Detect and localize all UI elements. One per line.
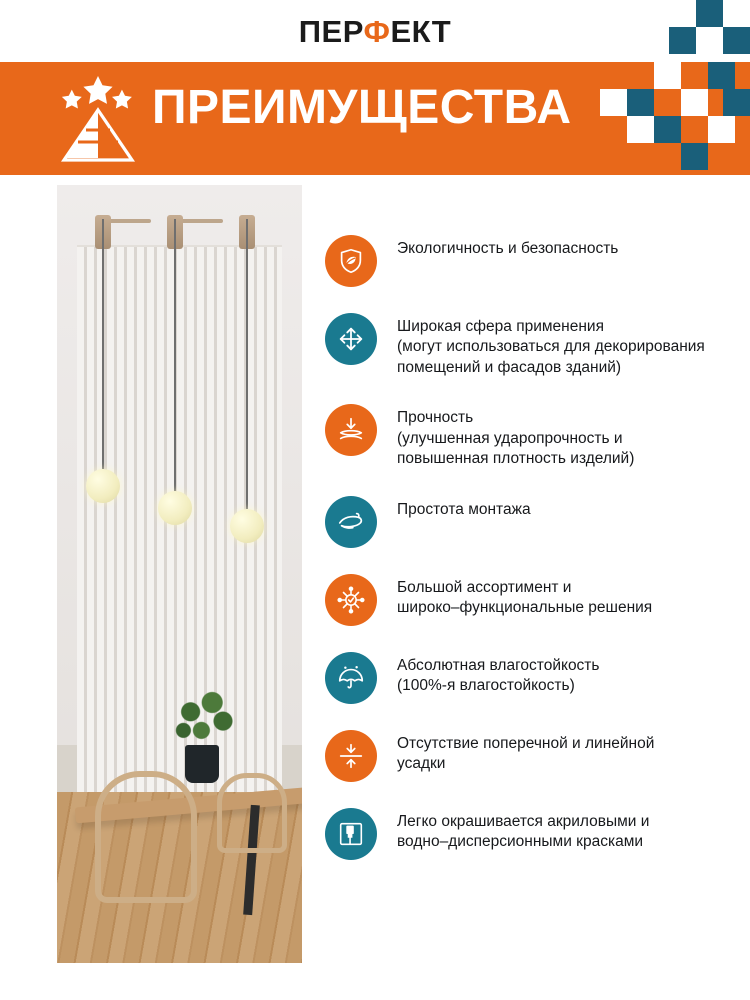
- feature-line-1: Экологичность и безопасность: [397, 240, 619, 257]
- feature-item: [325, 574, 726, 626]
- no-shrinkage-arrows-icon: [325, 730, 377, 782]
- feature-item: [325, 235, 726, 287]
- checker-pattern-top: [642, 0, 750, 62]
- feature-line-1: Отсутствие поперечной и линейной: [397, 734, 655, 752]
- feature-text: [397, 496, 531, 520]
- brand-part-1: ПЕР: [298, 14, 364, 49]
- feature-line-1: Большой ассортимент и: [397, 578, 572, 596]
- feature-text: [397, 235, 618, 259]
- feature-line-1: Абсолютная влагостойкость: [397, 656, 600, 674]
- feature-line-2: (улучшенная ударопрочность и: [397, 429, 623, 447]
- assortment-network-check-icon: [325, 574, 377, 626]
- content-area: [0, 175, 750, 1000]
- feature-line-3: повышенная плотность изделий): [397, 450, 635, 468]
- four-arrows-expand-icon: [325, 313, 377, 365]
- checker-pattern-banner: [600, 62, 750, 175]
- feature-line-1: Прочность: [397, 409, 474, 427]
- brand-part-2: ЕКТ: [390, 14, 452, 49]
- feature-line-2: широко–функциональные решения: [397, 599, 653, 617]
- feature-item: [325, 404, 726, 469]
- feature-line-1: Легко окрашивается акриловыми и: [397, 812, 650, 830]
- feature-line-2: (100%-я влагостойкость): [397, 677, 575, 695]
- feature-line-2: водно–дисперсионными красками: [397, 833, 644, 851]
- advantages-list: [325, 235, 726, 886]
- interior-photo: [57, 185, 302, 963]
- umbrella-water-drops-icon: [325, 652, 377, 704]
- feature-text: [397, 652, 599, 697]
- brand-accent-letter: Ф: [363, 14, 391, 49]
- feature-line-2: (могут использоваться для декорирования: [397, 338, 705, 356]
- pyramid-stars-logo-icon: [48, 76, 148, 164]
- feature-item: [325, 652, 726, 704]
- page-header: [0, 0, 750, 62]
- page-title: ПРЕИМУЩЕСТВА: [152, 81, 572, 134]
- easy-install-hand-panel-icon: [325, 496, 377, 548]
- feature-line-3: помещений и фасадов зданий): [397, 358, 622, 376]
- advantages-banner: [0, 62, 750, 175]
- paint-brush-panel-icon: [325, 808, 377, 860]
- feature-item: [325, 808, 726, 860]
- feature-item: [325, 496, 726, 548]
- feature-line-2: усадки: [397, 755, 446, 773]
- feature-text: [397, 404, 634, 469]
- strength-layers-arrow-down-icon: [325, 404, 377, 456]
- feature-line-1: Широкая сфера применения: [397, 318, 604, 335]
- feature-text: [397, 730, 654, 775]
- brand-title: [0, 14, 750, 50]
- feature-item: [325, 313, 726, 378]
- feature-text: [397, 808, 649, 853]
- feature-text: [397, 313, 705, 378]
- feature-item: [325, 730, 726, 782]
- eco-leaf-shield-icon: [325, 235, 377, 287]
- feature-line-1: Простота монтажа: [397, 500, 531, 518]
- feature-text: [397, 574, 652, 619]
